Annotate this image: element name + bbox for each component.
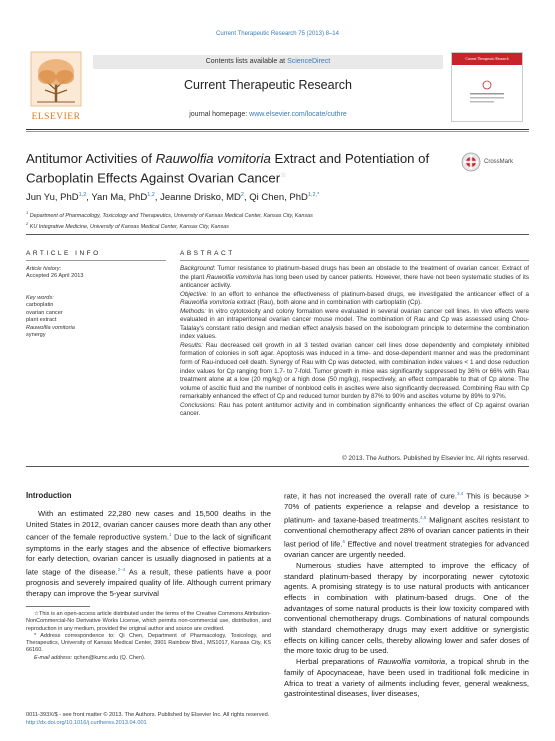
journal-homepage <box>93 111 443 118</box>
citation-link[interactable]: 6 <box>342 538 346 544</box>
affiliation-item: $^1$ Department of Pharmacology, Toxicology and Therapeutics, University of Kansas Medical Center, Kansas City, Kansas <box>26 210 313 219</box>
citation-link[interactable]: 4,5 <box>420 514 427 520</box>
abstract-copyright: © 2013. The Authors. Published by Elsevier Inc. All rights reserved. <box>342 455 529 462</box>
abstract-objective: Objective: In an effort to enhance the effectiveness of platinum-based drugs, we investigated the anticancer effect of a Rauwolfia vomitoria extract (Rau), both alone and in combination with carboplatin (Cp). <box>180 290 529 307</box>
abstract-results: Results: Rau decreased cell growth in all 3 tested ovarian cancer cell lines dose dependently and completely inhibited formation of colonies in soft agar. Apoptosis was induced in a time- and dose-dependent manner and was the predominant form of Rau-induced cell death. Synergy of Rau with Cp was detected, with combination index values < 1 and dose reduction index values for Cp ranging from 1.7- to 7-fold. Tumor growth in mice was significantly suppressed by 36% or 66% with Rau treatment alone at a low (20 mg/kg) or a high dose (50 mg/kg), respectively, an effect comparable to that of Cp alone. The volume of ascitic fluid and the number of nonblood cells in ascites were also significantly decreased. Combining Rau with Cp remarkably enhanced the effect of Cp and reduced tumor burden by 87% to 90% and ascites volume by 89% to 97%. <box>180 341 529 401</box>
open-access-note: ☆This is an open-access article distributed under the terms of the Creative Commons Attribution-NonCommercial-No Derivative Works License, which permits non-commercial use, distribution, and reproduction in any medium, provided the original author and source are credited. <box>26 611 271 632</box>
footnotes <box>26 611 271 662</box>
crossmark-badge[interactable] <box>461 152 521 176</box>
author-affil-sup[interactable]: 1,2 <box>78 192 87 198</box>
contents-bar <box>93 55 443 69</box>
keywords <box>26 295 166 339</box>
author-list: Jun Yu, PhD$^{1,2}$, Yan Ma, PhD$^{1,2}$, Jeanne Drisko, $MD^2$, Qi Chen, PhD$^{1,2,*}$ <box>26 192 320 204</box>
keyword-item: ovarian cancer <box>26 309 63 316</box>
title-part-1: Antitumor Activities of <box>26 151 156 166</box>
elsevier-wordmark: ELSEVIER <box>31 112 81 122</box>
abstract-methods: Methods: In vitro cytotoxicity and colony formation were evaluated in several ovarian cancer cell lines. In vivo effects were evaluated in an intraperitoneal ovarian cancer mouse model. The combination of Rau and Cp was assessed using Chou-Talalay's constant ratio design and median effect analysis based on the isobologram principle to determine the combination index values. <box>180 307 529 341</box>
author-name: Qi Chen, PhD <box>249 192 308 204</box>
doi-link[interactable]: http://dx.doi.org/10.1016/j.curtheres.2013.04.001 <box>26 720 147 726</box>
intro-paragraph: rate, it has not increased the overall rate of cure.$^{3,4}$ This is because > 70% of patients experience a relapse and develop a resistance to platinum- and taxane-based treatments.$^{4,5}$ Malignant ascites resistant to conventional chemotherapy affect 28% of ovarian cancer patients in their last period of life.$^6$ Effective and novel treatment strategies for advanced ovarian cancer are urgently needed. <box>284 491 530 560</box>
author-affil-sup[interactable]: 2 <box>240 192 244 198</box>
abstract-heading: ABSTRACT <box>180 250 235 257</box>
intro-paragraph: Herbal preparations of Rauwolfia vomitoria, a tropical shrub in the family of Apocynaceae, have been used in traditional folk medicine in Africa to treat a variety of ailments including fever, general weakness, gastrointestinal diseases, liver diseases, <box>284 657 529 699</box>
abstract-conclusions: Conclusions: Rau has potent antitumor activity and in combination significantly enhances the effect of Cp against ovarian cancer. <box>180 401 529 418</box>
title-part-2: Extract and Potentiation of Carboplatin Effects Against Ovarian Cancer <box>26 151 430 186</box>
crossmark-label: CrossMark <box>484 159 514 165</box>
email-link[interactable]: qchen@kumc.edu (Q. Chen). <box>72 654 146 661</box>
keyword-item: synergy <box>26 332 46 339</box>
header-rule <box>26 129 529 130</box>
journal-title: Current Therapeutic Research <box>184 78 352 92</box>
intro-paragraph: Numerous studies have attempted to improve the efficacy of standard platinum-based therapy by incorporating newer cytotoxic agents. A promising strategy is to use natural products with anticancer effects in combination with platinum-based drugs. One of the advantages of some natural products is their low toxicity compared with conventional chemotherapy drugs. Combinations of natural compounds with standard chemotherapy drugs may exert additive or synergistic effects on killing cancer cells, thereby allowing lower and safer doses of the more toxic drug to be used. <box>284 560 529 656</box>
keywords-label: Key words: <box>26 295 54 301</box>
accepted-date: Accepted 26 April 2013 <box>26 273 84 280</box>
title-star-note[interactable]: ☆ <box>280 172 287 179</box>
author-affil-sup[interactable]: 1,2 <box>147 192 155 198</box>
footnote-rule <box>26 606 90 607</box>
page-footer <box>26 711 346 727</box>
header-rule-thin <box>26 131 529 132</box>
affiliation-item: $^2$ KU Integrative Medicine, University of Kansas Medical Center, Kansas City, Kansas <box>26 220 229 230</box>
citation-link[interactable]: 1 <box>168 532 172 538</box>
intro-paragraph: With an estimated 22,280 new cases and 15,500 deaths in the United States in 2012, ovarian cancer causes more death than any other cancer of the female reproductive system.$^1$ Due to the lack of significant symptoms in the early stages and the absence of effective biomarkers for early detection, ovarian cancer is usually diagnosed in patients at a late stage of the disease.$^{2-4}$ As a result, these patients have a poor prognosis and severely impaired quality of life. Although current primary therapy can improve the 5-year survival <box>26 509 271 598</box>
crossmark-icon <box>461 152 481 172</box>
abstract-body <box>180 265 529 419</box>
elsevier-tree-icon <box>27 50 85 108</box>
article-title <box>26 150 446 186</box>
issn-line: 0011-393X/$ - see front matter © 2013. The Authors. Published by Elsevier Inc. All rights reserved. <box>26 712 270 718</box>
citation-link[interactable]: 3,4 <box>456 491 464 496</box>
correspondence-note: * Address correspondence to: Qi Chen, Department of Pharmacology, Toxicology, and Therapeutics, University of Kansas Medical Center, 3901 Rainbow Blvd., MS1017, Kansas City, KS 66160. <box>26 632 271 654</box>
journal-header <box>93 55 443 125</box>
email-note: E-mail address: qchen@kumc.edu (Q. Chen). <box>34 654 146 661</box>
history-label: Article history: <box>26 266 62 272</box>
introduction-heading: Introduction <box>26 491 72 500</box>
article-history <box>26 266 166 281</box>
title-species: Rauwolfia vomitoria <box>155 151 271 166</box>
homepage-prefix: journal homepage: <box>189 111 250 118</box>
homepage-link[interactable]: www.elsevier.com/locate/cuthre <box>249 111 347 118</box>
journal-cover <box>451 52 523 122</box>
author-name: Jun Yu, PhD <box>26 192 79 204</box>
cover-title: Current Therapeutic Research <box>452 53 522 65</box>
abstract-background: Background: Tumor resistance to platinum-based drugs has been an obstacle to the treatment of ovarian cancer. Extract of the plant Rauwolfia vomitoria has long been used by cancer patients. However, there have not been systematic studies of its anticancer activity. <box>180 265 529 290</box>
keyword-item: carboplatin <box>26 302 54 309</box>
intro-right-column <box>284 489 529 700</box>
cover-graphic-icon <box>462 79 512 109</box>
affiliations <box>26 209 466 231</box>
body-rule <box>26 466 529 467</box>
journal-reference: Current Therapeutic Research 75 (2013) 8–14 <box>216 31 339 37</box>
keyword-item: plant extract <box>26 317 57 324</box>
article-info-rule <box>26 260 166 261</box>
section-rule <box>26 234 529 235</box>
author-name: Jeanne Drisko, MD <box>160 192 241 204</box>
sciencedirect-link[interactable]: ScienceDirect <box>287 58 331 65</box>
abstract-rule <box>180 260 529 261</box>
keyword-item: Rauwolfia vomitoria <box>26 324 75 331</box>
contents-prefix: Contents lists available at <box>205 58 288 65</box>
article-info-heading: ARTICLE INFO <box>26 250 101 257</box>
intro-left-column <box>26 509 271 600</box>
author-name: Yan Ma, PhD <box>91 192 148 204</box>
citation-link[interactable]: 2–4 <box>117 567 126 573</box>
author-affil-sup[interactable]: 1,2,* <box>307 192 320 198</box>
elsevier-logo <box>27 50 85 122</box>
